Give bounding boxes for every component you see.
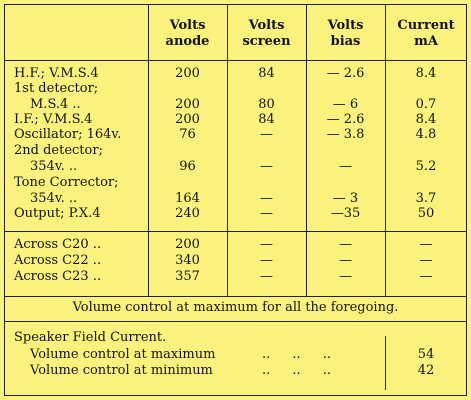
row-hf-current: 8.4 <box>415 66 437 81</box>
across-c22-current: — <box>419 253 433 268</box>
across-c20-anode: 200 <box>175 237 200 252</box>
across-c20-bias: — <box>339 237 352 252</box>
row-2nd-detector-current: 5.2 <box>415 159 437 174</box>
row-label-hf: H.F.; V.M.S.4 <box>14 66 99 81</box>
row-label-oscillator: Oscillator; 164v. <box>14 127 122 142</box>
row-output-anode: 240 <box>175 206 200 221</box>
speaker-row-min-label: Volume control at minimum <box>30 363 213 378</box>
row-2nd-detector-screen: — <box>260 159 273 174</box>
row-output-screen: — <box>260 206 273 221</box>
row-if-current: 8.4 <box>415 112 437 127</box>
across-section-rule <box>4 296 467 297</box>
header-current-ma: Current mA <box>397 18 455 49</box>
speaker-row-max-label: Volume control at maximum <box>30 347 216 362</box>
row-2nd-detector-anode: 96 <box>179 159 196 174</box>
across-c22-anode: 340 <box>175 253 200 268</box>
across-c22-screen: — <box>260 253 273 268</box>
row-tone-corrector-anode: 164 <box>175 191 200 206</box>
volume-note: Volume control at maximum for all the foregoing. <box>72 300 399 315</box>
row-label-2nd-detector-line2: 354v. .. <box>30 159 78 174</box>
speaker-row-min-value: 42 <box>417 363 435 378</box>
row-tone-corrector-bias: — 3 <box>332 191 359 206</box>
speaker-row-max-dots: .. .. .. <box>262 347 332 362</box>
row-label-output: Output; P.X.4 <box>14 206 101 221</box>
row-hf-bias: — 2.6 <box>326 66 365 81</box>
row-label-1st-detector-line2: M.S.4 .. <box>30 97 81 112</box>
across-c23-bias: — <box>339 269 352 284</box>
row-label-tone-corrector-line2: 354v. .. <box>30 191 78 206</box>
row-1st-detector-screen: 80 <box>258 97 275 112</box>
speaker-row-max-value: 54 <box>417 347 435 362</box>
main-section-rule <box>4 231 467 232</box>
header-volts-screen: Volts screen <box>242 18 291 49</box>
across-c23-screen: — <box>260 269 273 284</box>
row-1st-detector-anode: 200 <box>175 97 200 112</box>
row-oscillator-current: 4.8 <box>415 127 437 142</box>
speaker-field-title: Speaker Field Current. <box>14 330 167 345</box>
across-c20-screen: — <box>260 237 273 252</box>
row-output-bias: —35 <box>330 206 361 221</box>
row-tone-corrector-current: 3.7 <box>415 191 437 206</box>
header-volts-anode: Volts anode <box>165 18 210 49</box>
row-hf-screen: 84 <box>258 66 275 81</box>
header-volts-bias: Volts bias <box>327 18 364 49</box>
row-label-2nd-detector: 2nd detector; <box>14 143 103 158</box>
note-rule <box>4 321 467 322</box>
row-label-if: I.F.; V.M.S.4 <box>14 112 93 127</box>
across-c23-label: Across C23 .. <box>14 269 102 284</box>
row-tone-corrector-screen: — <box>260 191 273 206</box>
row-if-anode: 200 <box>175 112 200 127</box>
row-oscillator-bias: — 3.8 <box>326 127 365 142</box>
across-c20-label: Across C20 .. <box>14 237 102 252</box>
row-1st-detector-bias: — 6 <box>332 97 359 112</box>
row-hf-anode: 200 <box>175 66 200 81</box>
header-rule <box>4 60 467 61</box>
across-c23-current: — <box>419 269 433 284</box>
row-label-tone-corrector: Tone Corrector; <box>14 175 119 190</box>
row-oscillator-anode: 76 <box>179 127 196 142</box>
speaker-row-min-dots: .. .. .. <box>262 363 332 378</box>
row-if-screen: 84 <box>258 112 275 127</box>
across-c22-label: Across C22 .. <box>14 253 102 268</box>
across-c22-bias: — <box>339 253 352 268</box>
row-1st-detector-current: 0.7 <box>415 97 437 112</box>
across-c20-current: — <box>419 237 433 252</box>
row-2nd-detector-bias: — <box>339 159 352 174</box>
row-label-1st-detector: 1st detector; <box>14 81 99 96</box>
row-output-current: 50 <box>417 206 435 221</box>
row-oscillator-screen: — <box>260 127 273 142</box>
row-if-bias: — 2.6 <box>326 112 365 127</box>
across-c23-anode: 357 <box>175 269 200 284</box>
